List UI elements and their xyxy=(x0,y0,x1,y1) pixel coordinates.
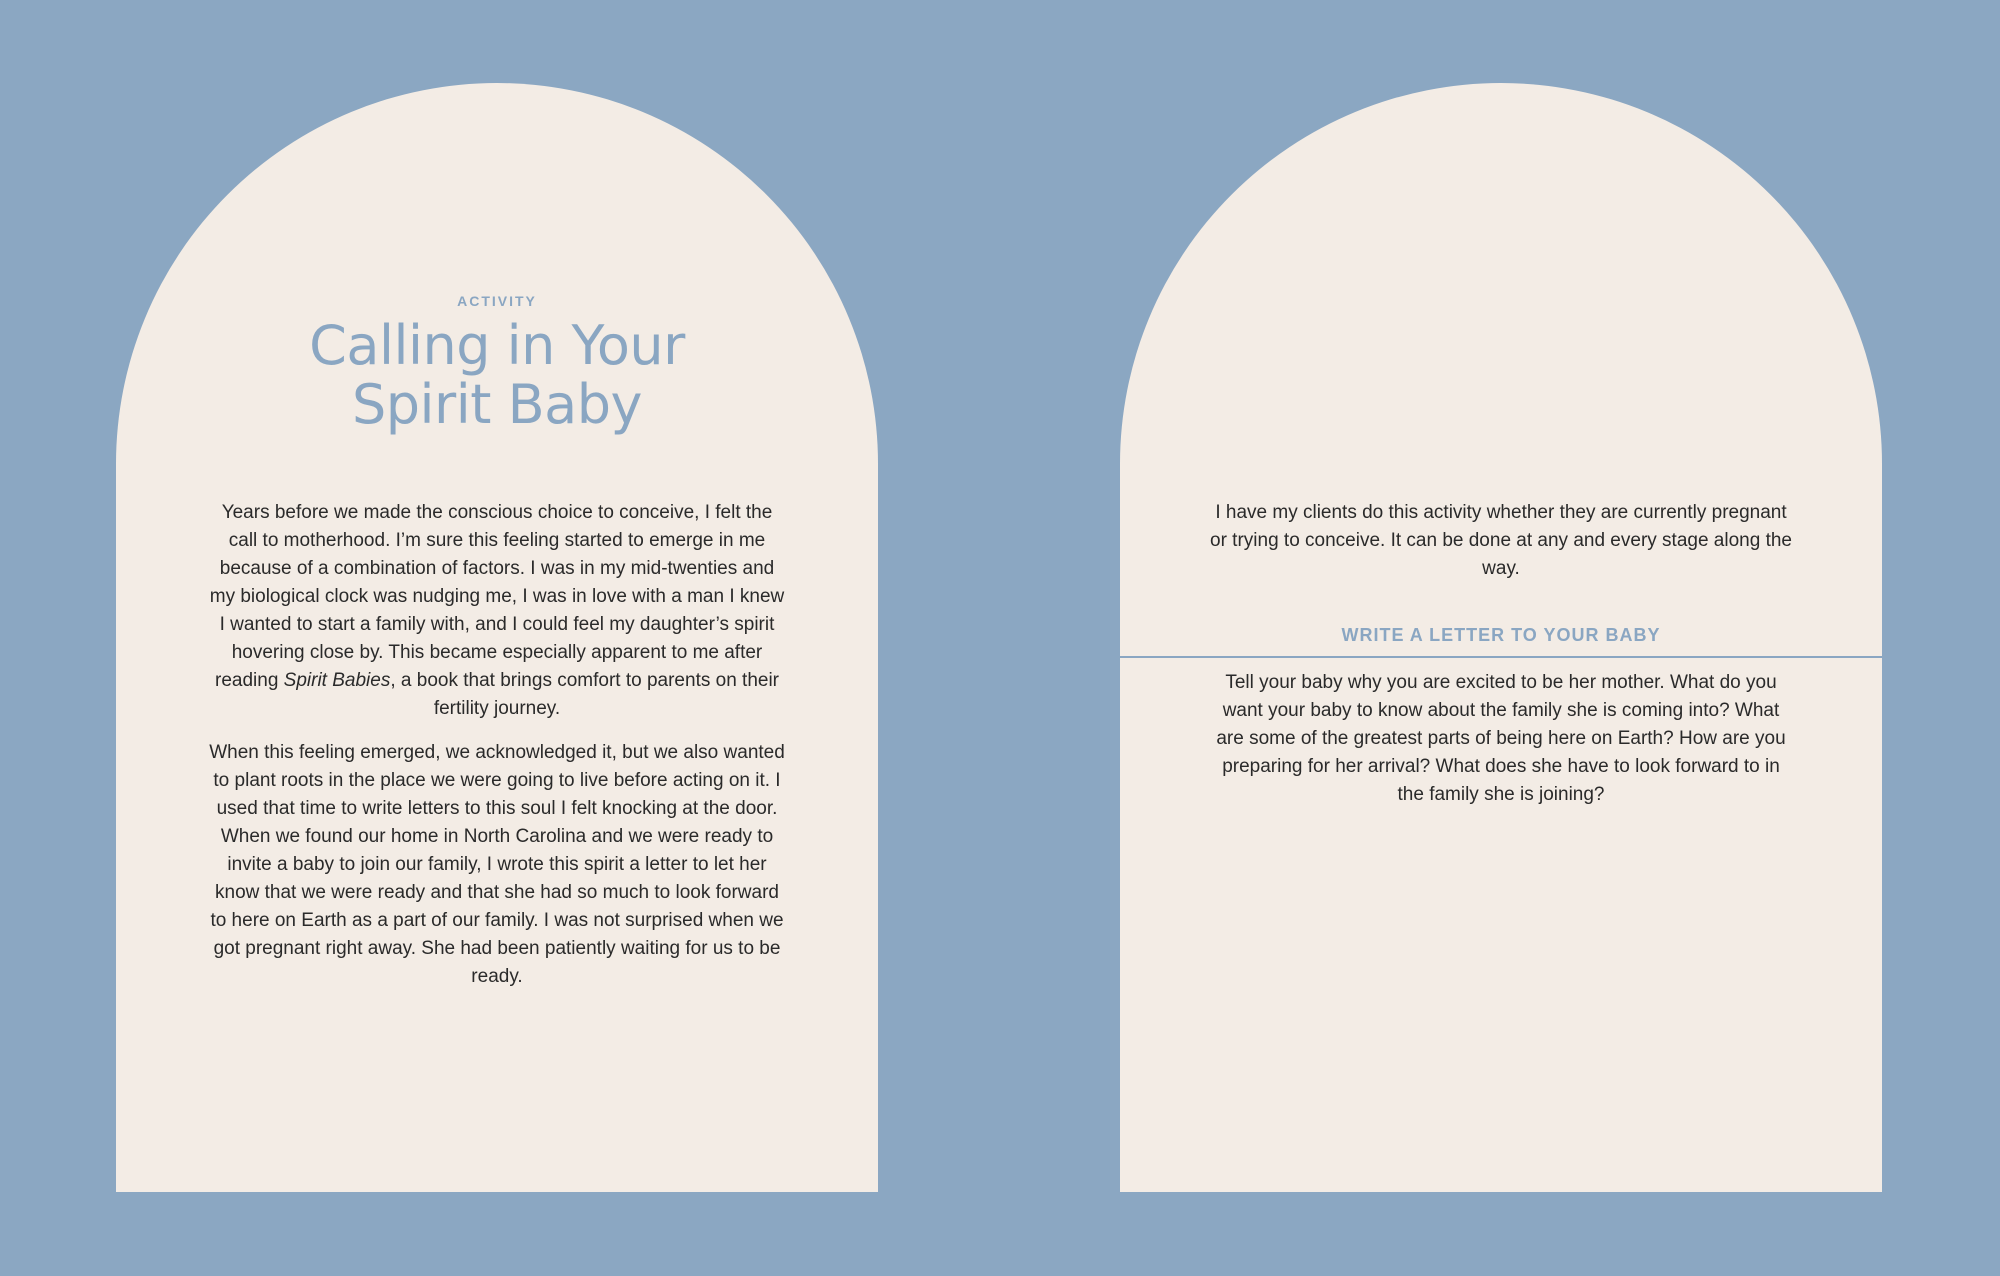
body-paragraph-2 xyxy=(206,739,788,991)
prompt-paragraph xyxy=(1210,669,1792,809)
right-page-arch xyxy=(1120,83,1882,1192)
paragraph-1-end: , a book that brings comfort to parents on their fertility journey. xyxy=(390,670,779,719)
page-title xyxy=(116,316,878,434)
paragraph-2-text: When this feeling emerged, we acknowledged it, but we also wanted to plant roots in the place we were going to live before acting on it. I used that time to write letters to this soul I felt knocking at the door. When we found our home in North Carolina and we were ready to invite a baby to join our family, I wrote this spirit a letter to let her know that we were ready and that she had so much to look forward to here on Earth as a part of our family. I was not surprised when we got pregnant right away. She had been patiently waiting for us to be ready. xyxy=(209,742,785,987)
body-paragraph-1 xyxy=(206,499,788,723)
activity-kicker: ACTIVITY xyxy=(457,293,537,309)
intro-paragraph xyxy=(1210,499,1792,583)
prompt-text: Tell your baby why you are excited to be her mother. What do you want your baby to know about the family she is coming into? What are some of the greatest parts of being here on Earth? How are you preparing for her arrival? What does she have to look forward to in the family she is joining? xyxy=(1216,672,1786,805)
title-line-1: Calling in Your xyxy=(309,314,685,377)
left-page-arch xyxy=(116,83,878,1192)
book-title: Spirit Babies xyxy=(283,670,391,691)
title-line-2: Spirit Baby xyxy=(352,373,642,436)
paragraph-1-start: Years before we made the conscious choice to conceive, I felt the call to motherhood. I’m sure this feeling started to emerge in me because of a combination of factors. I was in my mid-twenties and my biological clock was nudging me, I was in love with a man I knew I wanted to start a family with, and I could feel my daughter’s spirit hovering close by. This became especially apparent to me after reading xyxy=(209,502,785,691)
intro-text: I have my clients do this activity whether they are currently pregnant or trying to conceive. It can be done at any and every stage along the way. xyxy=(1210,502,1792,579)
divider-rule xyxy=(1120,656,1882,658)
letter-subheading: WRITE A LETTER TO YOUR BABY xyxy=(1341,625,1661,645)
